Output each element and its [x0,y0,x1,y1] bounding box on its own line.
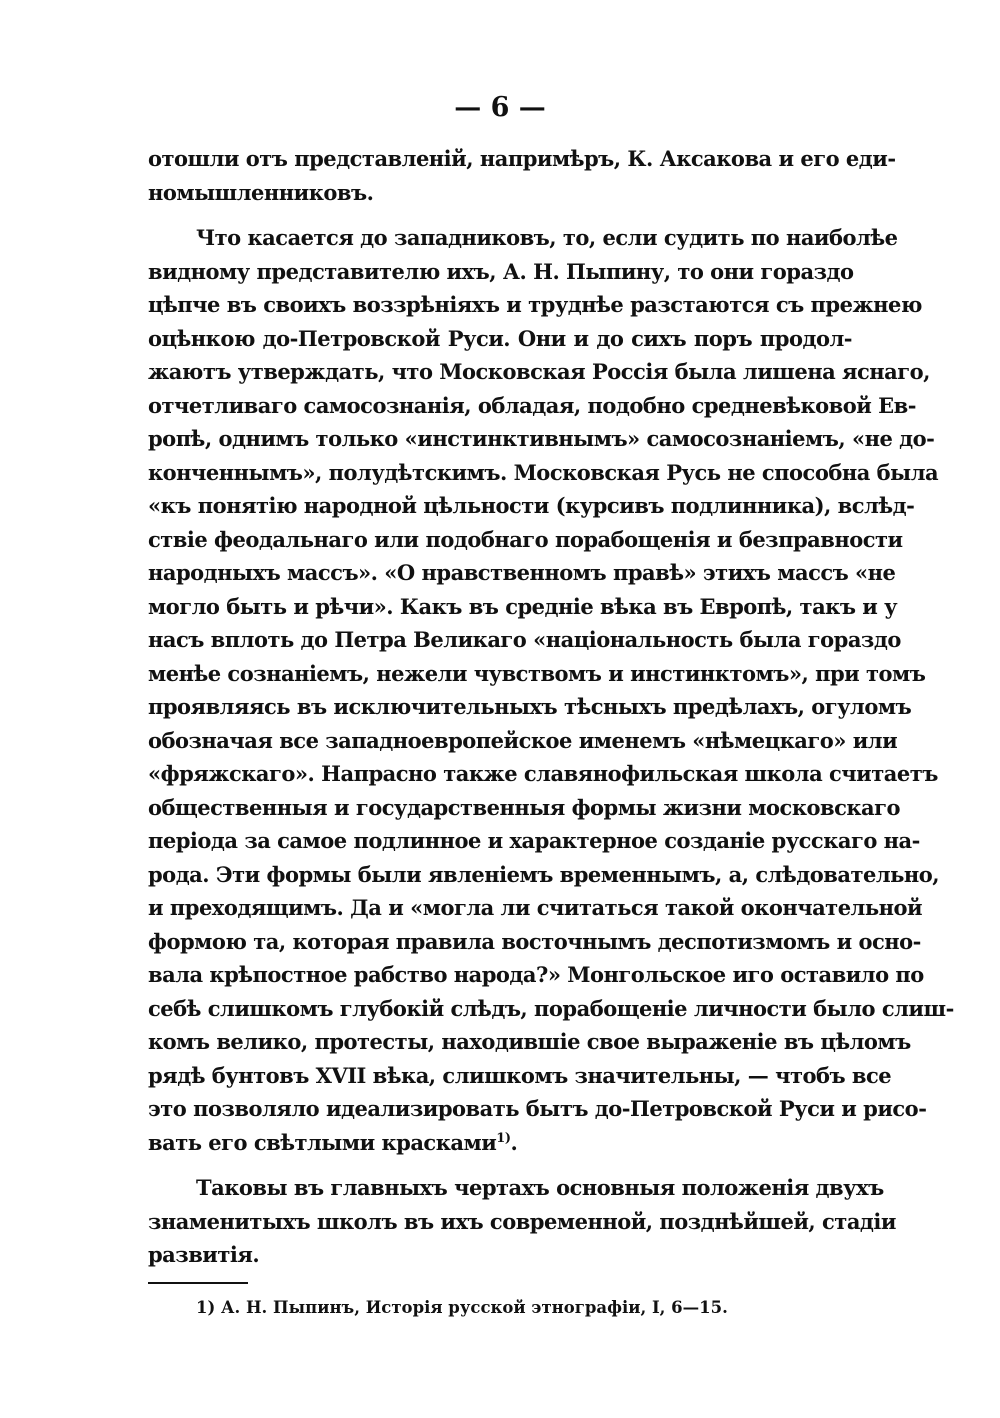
text-line: жаютъ утверждать, что Московская Россія была лишена яснаго, [148,359,930,384]
text-line-last: вать его свѣтлыми красками$^{1)}$. [148,1129,518,1155]
text-line: рода. Эти формы были явленіемъ временнымъ, а, слѣдовательно, [148,861,940,887]
text-line: «фряжскаго». Напрасно также славянофильская школа считаетъ [148,761,938,786]
text-line: комъ велико, протесты, находившіе свое выраженіе въ цѣломъ [148,1029,911,1054]
paragraph-2 [148,221,954,1159]
text-line: это позволяло идеализировать бытъ до-Петровской Руси и рисо- [148,1096,927,1121]
text-line: вала крѣпостное рабство народа?» Монгольское иго оставило по [148,962,924,987]
text-line: номышленниковъ. [148,179,374,205]
text-line: и преходящимъ. Да и «могла ли считаться такой окончательной [148,895,923,920]
page-number: — 6 — [454,92,546,123]
text-line: общественныя и государственныя формы жизни московскаго [148,794,901,820]
text-line: Таковы въ главныхъ чертахъ основныя положенія двухъ [196,1175,884,1200]
text-line: ствіе феодальнаго или подобнаго порабощенія и безправности [148,526,903,552]
text-line: могло быть и рѣчи». Какъ въ средніе вѣка въ Европѣ, такъ и у [148,593,898,619]
text-line: ропѣ, однимъ только «инстинктивнымъ» самосознаніемъ, «не до- [148,426,935,451]
text-line: отчетливаго самосознанія, обладая, подобно средневѣковой Ев- [148,392,916,418]
text-line: обозначая все западноевропейское именемъ «нѣмецкаго» или [148,727,898,753]
line-text: вать его свѣтлыми красками [148,1129,497,1155]
book-page [148,88,954,1320]
footnote-ref: 1) [496,1130,511,1146]
text-line: развитія. [148,1242,260,1267]
footnote: 1) А. Н. Пыпинъ, Исторія русской этнографіи, I, 6—15. [196,1297,728,1317]
text-line: видному представителю ихъ, А. Н. Пыпину, то они гораздо [148,258,854,284]
text-line: себѣ слишкомъ глубокій слѣдъ, порабощеніе личности было слиш- [148,995,954,1021]
text-line: Что касается до западниковъ, то, если судить по наиболѣе [196,225,898,250]
text-line: конченнымъ», полудѣтскимъ. Московская Русь не способна была [148,459,939,485]
text-line: формою та, которая правила восточнымъ деспотизмомъ и осно- [148,928,921,954]
text-line: цѣпче въ своихъ воззрѣніяхъ и труднѣе разстаются съ прежнею [148,292,922,317]
text-line: «къ понятію народной цѣльности (курсивъ подлинника), вслѣд- [148,493,915,518]
text-line: народныхъ массъ». «О нравственномъ правѣ» этихъ массъ «не [148,560,896,585]
footnote-divider [148,1282,248,1284]
text-line: оцѣнкою до-Петровской Руси. Они и до сихъ поръ продол- [148,325,852,351]
text-line: знаменитыхъ школъ въ ихъ современной, позднѣйшей, стадіи [148,1208,896,1234]
text-line: рядѣ бунтовъ XVII вѣка, слишкомъ значительны, — чтобъ все [148,1062,892,1088]
paragraph-1 [148,142,896,209]
text-line: менѣе сознаніемъ, нежели чувствомъ и инстинктомъ», при томъ [148,660,926,686]
text-line: проявляясь въ исключительныхъ тѣсныхъ предѣлахъ, огуломъ [148,694,912,719]
paragraph-3 [148,1171,896,1272]
text-line: насъ вплоть до Петра Великаго «національность была гораздо [148,627,901,652]
body-text [148,142,954,1272]
text-line: отошли отъ представленій, напримѣръ, К. Аксакова и его еди- [148,146,896,171]
text-line: періода за самое подлинное и характерное созданіе русскаго на- [148,828,920,853]
